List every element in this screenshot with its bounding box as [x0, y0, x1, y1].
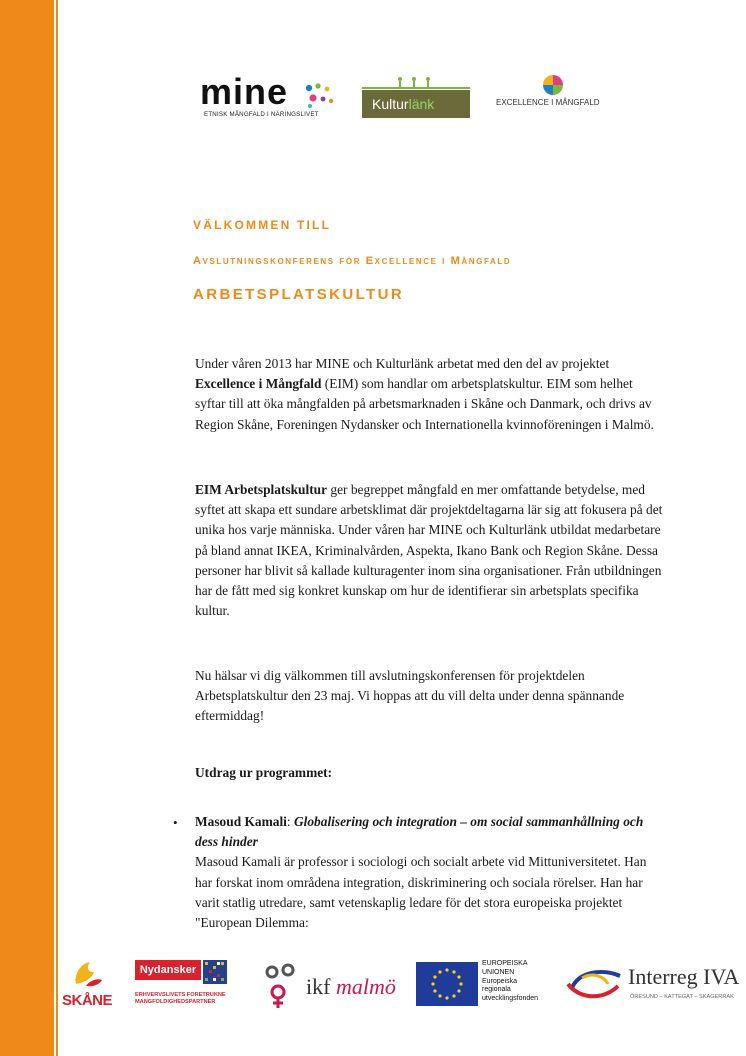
p1-text-end: (EIM) som handlar om arbetsplatskultur. EIM som helhet syftar till att öka mångfalden på arbetsmarknaden i Skåne och Danmark, och drivs av Region Skåne, Foreningen Nydansker och Internationella kvinnoföreningen i Malmö. [195, 376, 654, 432]
region-skane-logo [62, 958, 114, 1014]
mine-tagline: ETNISK MÅNGFALD I NÄRINGSLIVET [204, 111, 319, 118]
talk-title: Globalisering och integration – om social sammanhållning och dess hinder [195, 814, 644, 850]
conference-heading: Avslutningskonferens för Excellence i Mångfald [193, 255, 512, 267]
welcome-heading: VÄLKOMMEN TILL [193, 218, 332, 232]
eu-fund-text [482, 960, 538, 1004]
topic-heading: ARBETSPLATSKULTUR [193, 286, 405, 303]
list-bullet: • [173, 815, 178, 830]
eu-line-5: utvecklingsfonden [482, 995, 539, 1003]
eim-wordmark: EXCELLENCE I MÅNGFALD [496, 98, 600, 107]
ikf-malmo-logo [262, 960, 412, 1014]
interreg-swoosh-icon [564, 964, 624, 1004]
eu-line-4: regionala [482, 986, 511, 994]
p2-text: ger begreppet mångfald en mer omfattande betydelse, med syftet att skapa ett sundare arbetsklimat där projektdeltagarna lär sig att fokusera på det unika hos varje människa. Under våren har MINE och Kulturlänk utbildat medarbetare på bland annat IKEA, Kriminalvården, Aspekta, Ikano Bank och Region Skåne. Dessa personer har blivit så kallade kulturagenter inom sina organisationer. Från utbildningen har de fått med sig konkret kunskap om hur de identifierar sin arbetsplats specifika kultur. [195, 482, 663, 619]
ikf-wordmark [306, 974, 396, 1000]
interreg-wordmark: Interreg IVA [628, 964, 740, 989]
program-heading: Utdrag ur programmet: [195, 765, 333, 780]
program-item [195, 812, 665, 933]
eu-line-3: Europeiska [482, 977, 518, 985]
mine-wordmark: mine [200, 71, 289, 112]
speaker-separator: : [286, 814, 294, 829]
globe-icon [542, 74, 564, 96]
eim-logo [494, 74, 614, 114]
nydansker-tagline-2: MANGFOLDIGHEDSPARTNER [135, 999, 216, 1005]
ikf-city: malmö [335, 974, 396, 999]
side-accent-line [56, 0, 58, 1056]
side-accent-bar [0, 0, 54, 1056]
interreg-logo [564, 962, 746, 1014]
invitation-paragraph: Nu hälsar vi dig välkommen till avslutningskonferensen för projektdelen Arbetsplatskultur den 23 maj. Vi hoppas att du vill delta under denna spännande eftermiddag! [195, 668, 625, 724]
eu-flag-icon [416, 962, 478, 1006]
speaker-name: Masoud Kamali [195, 814, 287, 829]
mosaic-icon [203, 960, 227, 984]
nydansker-tagline [135, 992, 226, 1006]
p2-project-name: EIM Arbetsplatskultur [195, 482, 328, 497]
kulturlank-alt: länk [408, 96, 435, 112]
description-paragraph [195, 480, 665, 621]
eu-line-1: EUROPEISKA [482, 960, 528, 967]
nydansker-logo [135, 960, 231, 1016]
kulturlank-main: Kultur [372, 96, 409, 112]
griffin-icon [70, 958, 106, 988]
p1-text-start: Under våren 2013 har MINE och Kulturlänk arbetat med den del av projektet [195, 356, 610, 371]
eu-line-2: UNIONEN [482, 968, 515, 976]
mine-logo [200, 71, 350, 124]
eu-regional-fund-logo [416, 960, 546, 1014]
intro-paragraph [195, 354, 665, 435]
nydansker-label: Nydansker [135, 960, 201, 980]
mine-dots-icon [304, 80, 340, 110]
interreg-tagline: ÖRESUND – KATTEGAT – SKAGERRAK [630, 994, 734, 1000]
p1-project-name: Excellence i Mångfald [195, 376, 322, 392]
nydansker-tagline-1: ERHVERVSLIVETS FORETRUKNE [135, 992, 226, 998]
gender-symbols-icon [262, 962, 302, 1012]
kulturlank-badge [362, 90, 470, 118]
ikf-prefix: ikf [306, 974, 331, 999]
kulturlank-logo [362, 76, 470, 120]
speaker-bio: Masoud Kamali är professor i sociologi och socialt arbete vid Mittuniversitetet. Han har forskat inom områdena integration, diskriminering och sociala rörelser. Han har varit statlig utredare, samt vetenskaplig ledare för det stora europeiska projektet "European Dilemma: [195, 854, 647, 931]
skane-label: SKÅNE [62, 992, 113, 1009]
